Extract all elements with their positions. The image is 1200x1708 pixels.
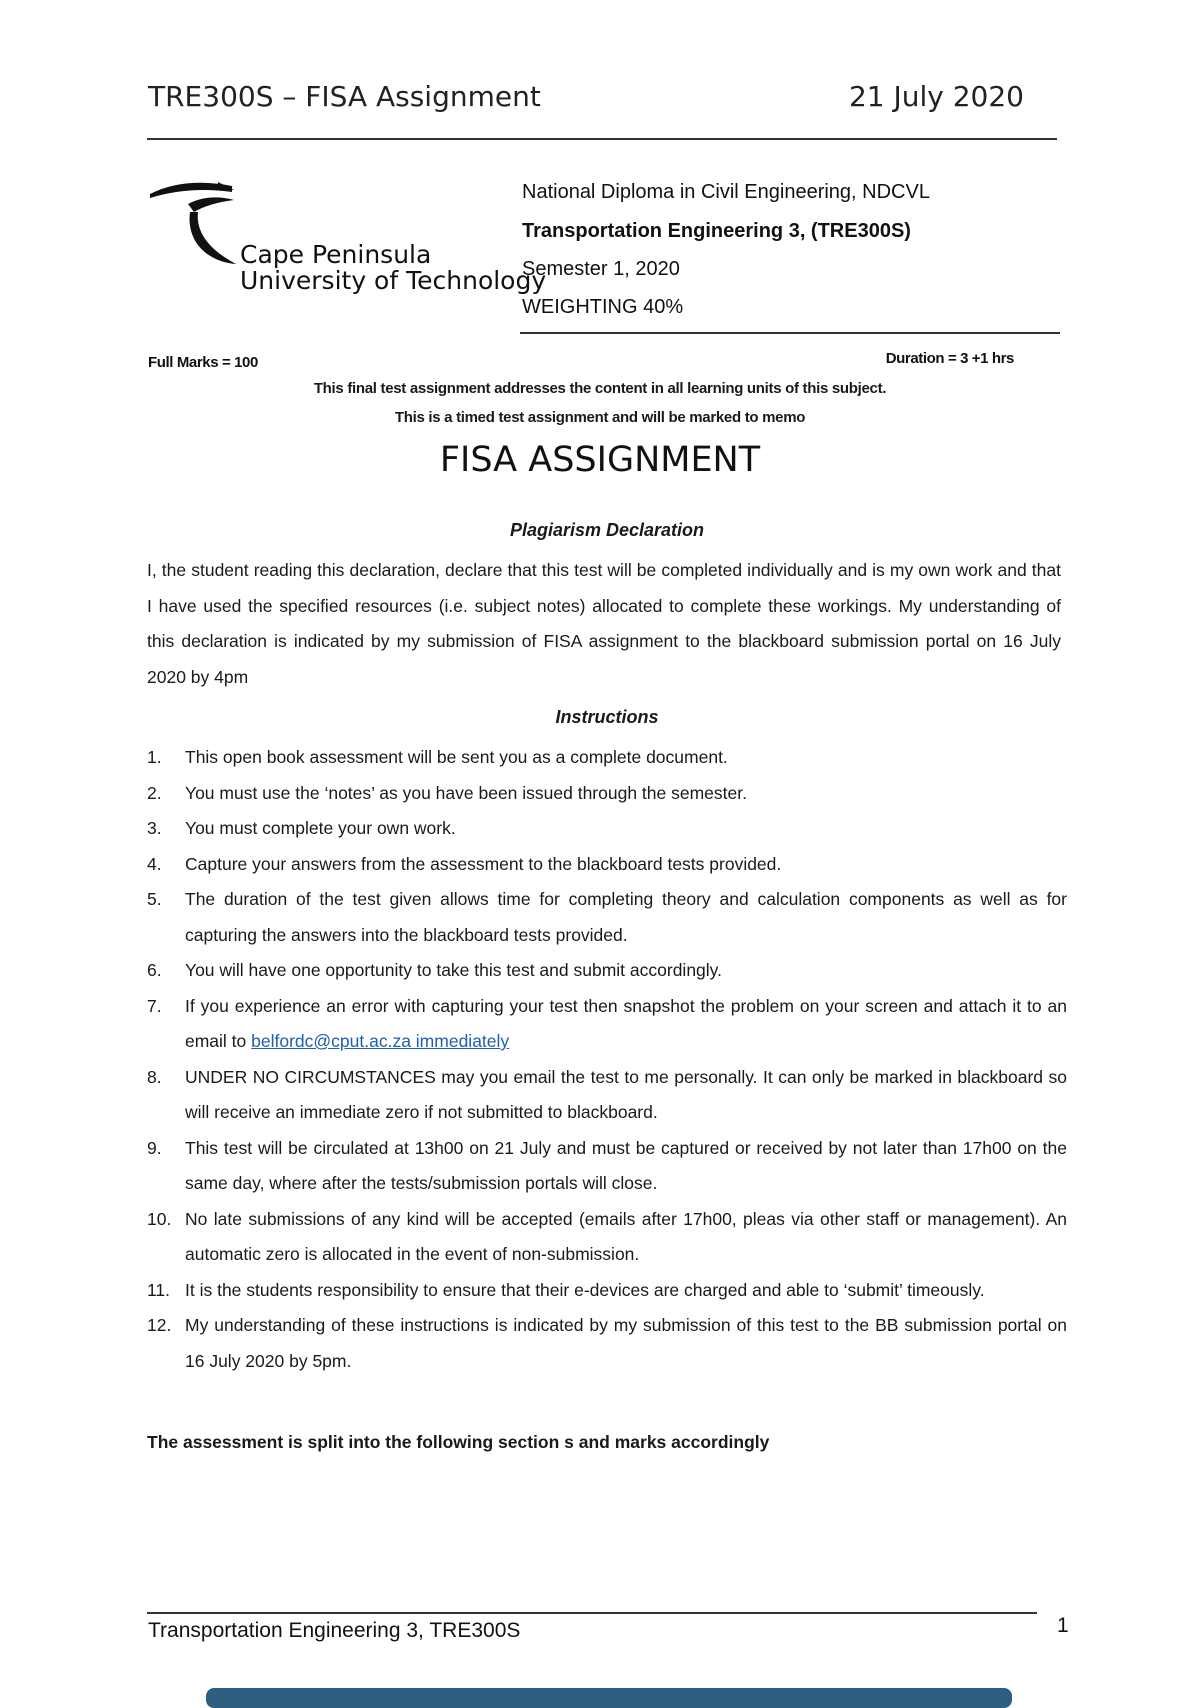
intro-line-1: This final test assignment addresses the content in all learning units of this subject. <box>313 380 887 397</box>
list-item: 1. This open book assessment will be sent you as a complete document. <box>147 747 728 767</box>
list-item: 3. You must complete your own work. <box>147 818 456 838</box>
list-item: 7. If you experience an error with capturing your test then snapshot the problem on your screen and attach it to an email to belfordc@cput.ac.za immediately <box>147 995 1067 1051</box>
bottom-band <box>206 1688 1012 1708</box>
header-rule <box>147 138 1057 140</box>
header-title: TRE300S – FISA Assignment <box>148 80 541 113</box>
list-item: 4. Capture your answers from the assessment to the blackboard tests provided. <box>147 853 782 874</box>
course-subject: Transportation Engineering 3, (TRE300S) <box>522 220 911 242</box>
declaration-heading: Plagiarism Declaration <box>509 520 705 540</box>
list-item: 12. My understanding of these instructions is indicated by my submission of this test to the BB submission portal on 16 July 2020 by 5pm. <box>147 1315 1067 1371</box>
declaration-text: I, the student reading this declaration, declare that this test will be completed individually and is my own work and that I have used the specified resources (i.e. subject notes) allocated to complete these workings. My understanding of this declaration is indicated by my submission of FISA assignment to the blackboard submission portal on 16 July 2020 by 4pm <box>147 560 1061 687</box>
list-item: 6. You will have one opportunity to take this test and submit accordingly. <box>147 960 722 980</box>
logo-text-line2: University of Technology <box>240 266 547 295</box>
list-item: 8. UNDER NO CIRCUMSTANCES may you email the test to me personally. It can only be marked in blackboard so will receive an immediate zero if not submitted to blackboard. <box>147 1066 1067 1122</box>
cput-logo-icon <box>148 178 248 270</box>
list-item: 10. No late submissions of any kind will be accepted (emails after 17h00, pleas via other staff or management). An automatic zero is allocated in the event of non-submission. <box>147 1208 1067 1264</box>
page-title: FISA ASSIGNMENT <box>439 440 761 480</box>
instructions-list <box>147 740 1067 1379</box>
duration: Duration = 3 +1 hrs <box>885 350 1014 367</box>
course-weighting: WEIGHTING 40% <box>522 296 684 318</box>
email-link[interactable]: belfordc@cput.ac.za immediately <box>251 1031 510 1051</box>
logo-text-line1: Cape Peninsula <box>240 240 432 269</box>
sections-statement: The assessment is split into the following section s and marks accordingly <box>147 1432 770 1452</box>
intro-line-2: This is a timed test assignment and will be marked to memo <box>394 409 806 426</box>
list-item: 9. This test will be circulated at 13h00 on 21 July and must be captured or received by not later than 17h00 on the same day, where after the tests/submission portals will close. <box>147 1137 1067 1193</box>
course-programme: National Diploma in Civil Engineering, NDCVL <box>522 181 930 203</box>
course-rule <box>520 332 1060 334</box>
list-item: 5. The duration of the test given allows time for completing theory and calculation components as well as for capturing the answers into the blackboard tests provided. <box>147 889 1067 945</box>
footer-rule <box>147 1612 1037 1614</box>
instructions-heading: Instructions <box>555 707 659 727</box>
footer-text: Transportation Engineering 3, TRE300S <box>148 1619 521 1642</box>
list-item: 2. You must use the ‘notes’ as you have been issued through the semester. <box>147 782 747 803</box>
course-semester: Semester 1, 2020 <box>522 258 680 280</box>
full-marks: Full Marks = 100 <box>148 354 258 371</box>
header-date: 21 July 2020 <box>848 80 1024 113</box>
page-number: 1 <box>1057 1614 1069 1637</box>
list-item: 11. It is the students responsibility to ensure that their e-devices are charged and able to ‘submit’ timeously. <box>147 1279 985 1300</box>
